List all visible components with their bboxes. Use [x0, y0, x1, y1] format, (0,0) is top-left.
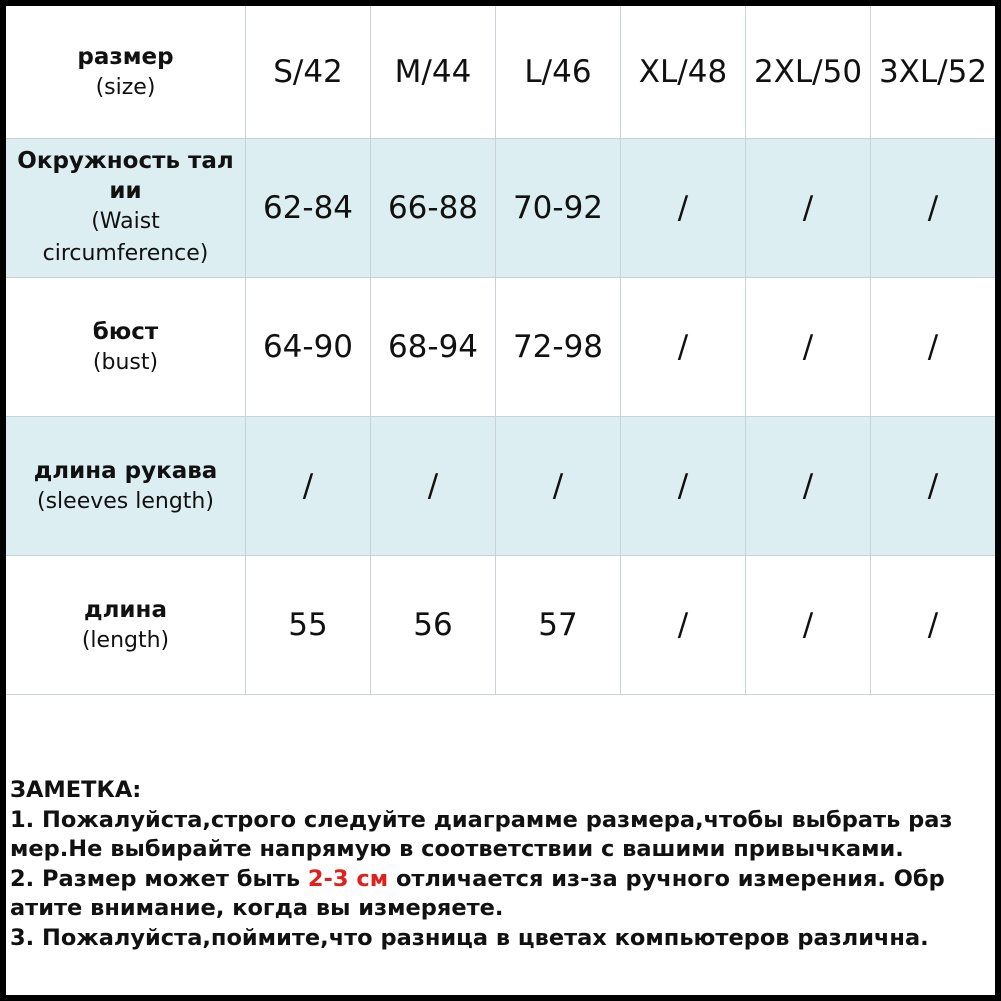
- sleeve-label-en: (sleeves length): [37, 488, 214, 514]
- length-label-ru: длина: [84, 596, 167, 623]
- sleeve-value: /: [621, 417, 746, 556]
- size-header-s: S/42: [246, 6, 371, 139]
- waist-value: /: [871, 139, 995, 278]
- sleeve-label-cell: [6, 417, 246, 556]
- length-value: 55: [246, 556, 371, 695]
- waist-value: /: [746, 139, 871, 278]
- waist-value: 62-84: [246, 139, 371, 278]
- waist-label-cell: [6, 139, 246, 278]
- length-value: 56: [371, 556, 496, 695]
- length-value: 57: [496, 556, 621, 695]
- bust-value: /: [746, 278, 871, 417]
- header-label-cell: [6, 6, 246, 139]
- note-2-line-1: [10, 865, 990, 895]
- length-label-en: (length): [81, 627, 170, 653]
- length-value: /: [746, 556, 871, 695]
- sleeve-value: /: [496, 417, 621, 556]
- length-value: /: [621, 556, 746, 695]
- waist-label-en: (Waist circumference): [42, 209, 209, 266]
- note-2-text-after: отличается из-за ручного измерения. Обр: [388, 865, 945, 892]
- length-value: /: [871, 556, 995, 695]
- header-label-en: (size): [95, 74, 156, 100]
- size-header-xl: XL/48: [621, 6, 746, 139]
- size-header-3xl: 3XL/52: [871, 6, 995, 139]
- waist-value: /: [621, 139, 746, 278]
- sleeve-value: /: [246, 417, 371, 556]
- size-header-2xl: 2XL/50: [746, 6, 871, 139]
- header-row: [6, 6, 995, 139]
- sleeve-value: /: [371, 417, 496, 556]
- note-1-line-2: мер.Не выбирайте напрямую в соответствии с вашими привычками.: [10, 836, 904, 862]
- bust-value: /: [871, 278, 995, 417]
- waist-value: 70-92: [496, 139, 621, 278]
- waist-row: [6, 139, 995, 278]
- size-header-m: M/44: [371, 6, 496, 139]
- bust-label-cell: [6, 278, 246, 417]
- notes-section: [10, 776, 990, 953]
- note-1-line-1: 1. Пожалуйста,строго следуйте диаграмме размера,чтобы выбрать раз: [10, 806, 953, 833]
- waist-label-ru: Окружность тал ии: [17, 148, 234, 204]
- bust-value: /: [621, 278, 746, 417]
- header-label-ru: размер: [77, 43, 174, 70]
- bust-value: 64-90: [246, 278, 371, 417]
- bust-value: 72-98: [496, 278, 621, 417]
- waist-value: 66-88: [371, 139, 496, 278]
- size-header-l: L/46: [496, 6, 621, 139]
- length-row: [6, 556, 995, 695]
- note-2-text-before: 2. Размер может быть: [10, 865, 308, 892]
- bust-value: 68-94: [371, 278, 496, 417]
- sleeve-label-ru: длина рукава: [33, 457, 218, 484]
- notes-title: ЗАМЕТКА:: [10, 777, 142, 803]
- bust-row: [6, 278, 995, 417]
- bust-label-en: (bust): [92, 349, 159, 375]
- sleeve-value: /: [746, 417, 871, 556]
- note-2-line-2: атите внимание, когда вы измеряете.: [10, 895, 504, 921]
- note-3: 3. Пожалуйста,поймите,что разница в цветах компьютеров различна.: [10, 924, 929, 951]
- sleeve-value: /: [871, 417, 995, 556]
- length-label-cell: [6, 556, 246, 695]
- sleeve-length-row: [6, 417, 995, 556]
- bust-label-ru: бюст: [92, 318, 159, 345]
- note-2-highlight: 2-3 см: [307, 865, 389, 892]
